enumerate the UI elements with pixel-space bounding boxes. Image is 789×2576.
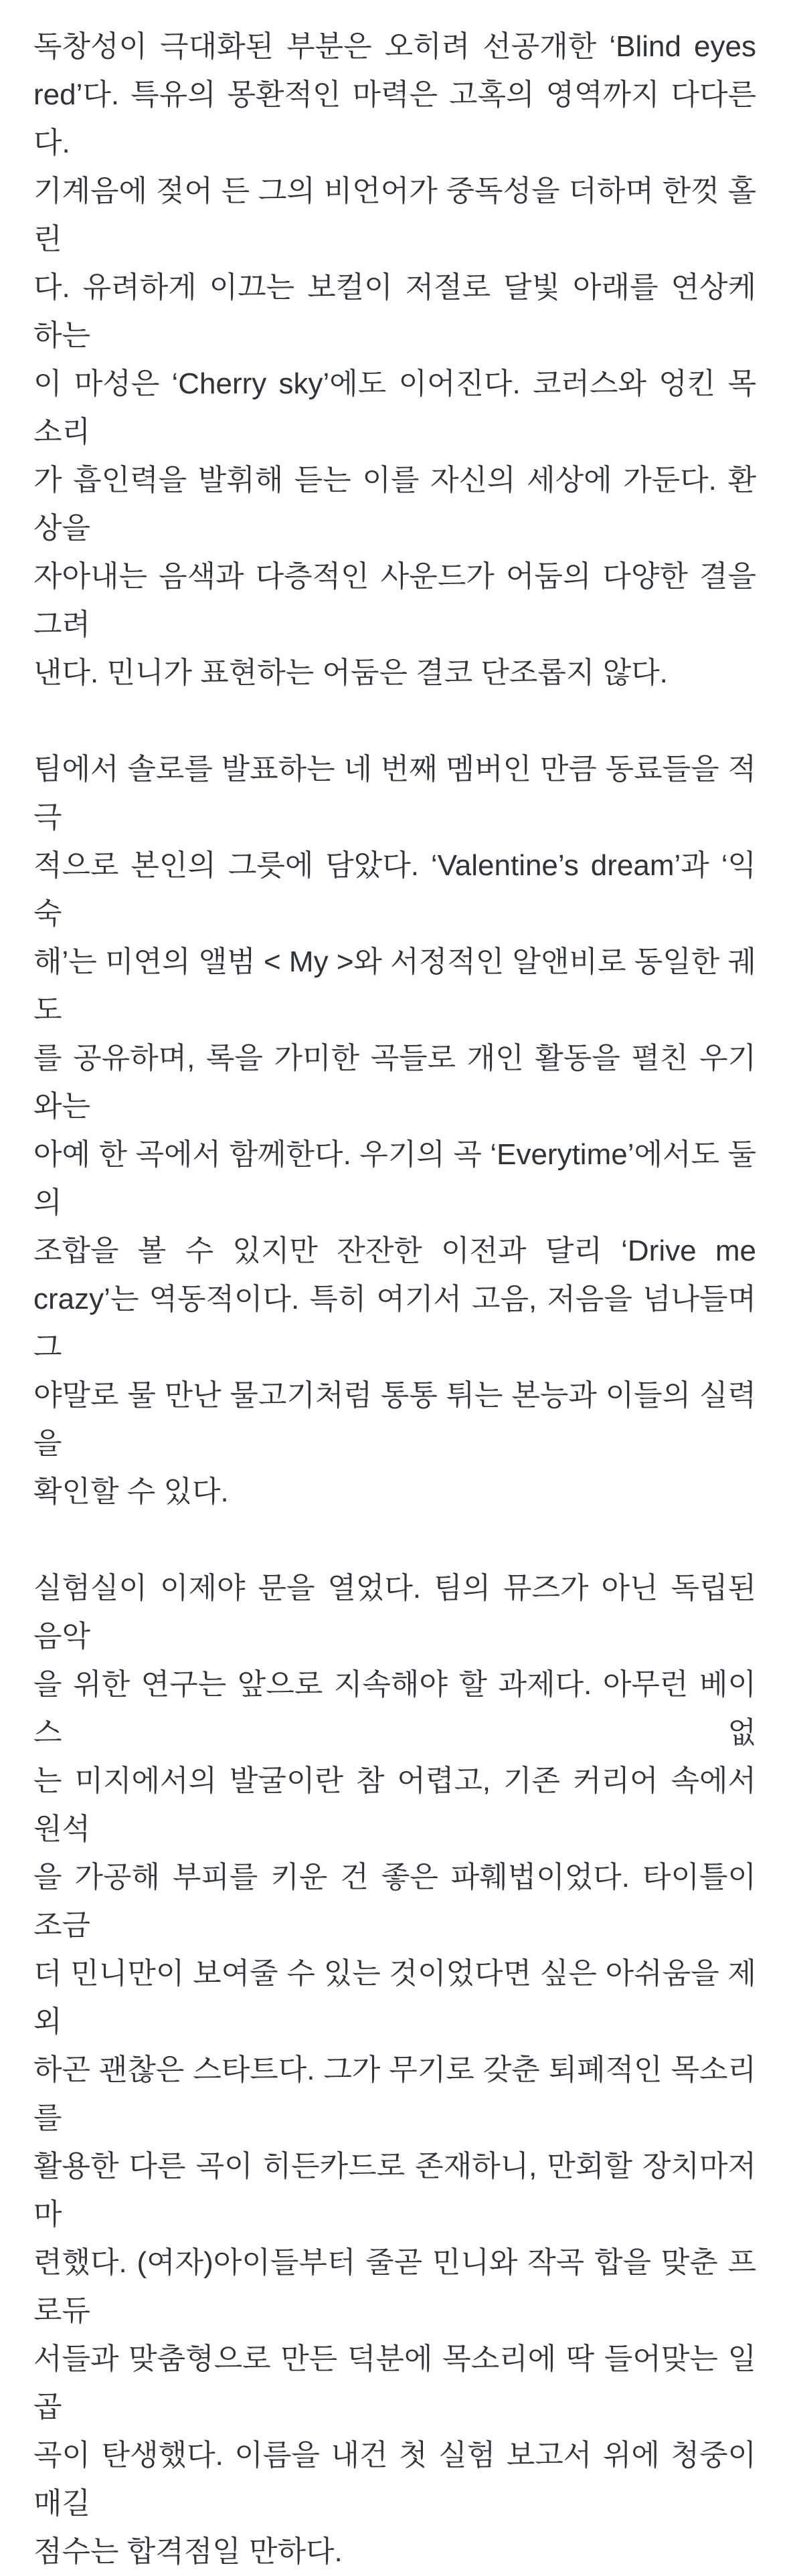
text-line: 점수는 합격점일 만하다. (33, 2535, 343, 2568)
text-line: 는 미지에서의 발굴이란 참 어렵고, 기존 커리어 속에서 원석 (33, 1764, 756, 1845)
text-line: 가 흡인력을 발휘해 듣는 이를 자신의 세상에 가둔다. 환상을 (33, 464, 756, 545)
text-line: 조합을 볼 수 있지만 잔잔한 이전과 달리 ‘Drive me (33, 1234, 756, 1267)
text-line: 기계음에 젖어 든 그의 비언어가 중독성을 더하며 한껏 홀린 (33, 175, 756, 256)
text-line: 활용한 다른 곡이 히든카드로 존재하니, 만회할 장치마저 마 (33, 2150, 756, 2231)
paragraph (33, 1564, 756, 2576)
text-line: 야말로 물 만난 물고기처럼 통통 튀는 본능과 이들의 실력을 (33, 1379, 756, 1460)
text-line: 을 가공해 부피를 키운 건 좋은 파훼법이었다. 타이틀이 조금 (33, 1861, 756, 1942)
text-line: 를 공유하며, 록을 가미한 곡들로 개인 활동을 펼친 우기와는 (33, 1042, 756, 1123)
paragraph (33, 745, 756, 1516)
text-line: 아예 한 곡에서 함께한다. 우기의 곡 ‘Everytime’에서도 둘의 (33, 1138, 756, 1219)
text-line: 적으로 본인의 그릇에 담았다. ‘Valentine’s dream’과 ‘익숙 (33, 849, 756, 930)
text-line: red’다. 특유의 몽환적인 마력은 고혹의 영역까지 다다른다. (33, 78, 756, 159)
text-line: crazy’는 역동적이다. 특히 여기서 고음, 저음을 넘나들며 그 (33, 1283, 756, 1364)
text-line: 련했다. (여자)아이들부터 줄곧 민니와 작곡 합을 맞춘 프로듀 (33, 2246, 756, 2327)
text-line: 더 민니만이 보여줄 수 있는 것이었다면 싶은 아쉬움을 제외 (33, 1957, 756, 2038)
text-line: 을 위한 연구는 앞으로 지속해야 할 과제다. 아무런 베이스 없 (33, 1668, 756, 1749)
text-line: 서들과 맞춤형으로 만든 덕분에 목소리에 딱 들어맞는 일곱 (33, 2342, 756, 2423)
text-line: 확인할 수 있다. (33, 1475, 229, 1508)
text-line: 해’는 미연의 앨범 < My >와 서정적인 알앤비로 동일한 궤도 (33, 945, 756, 1026)
paragraph (33, 23, 756, 697)
text-line: 다. 유려하게 이끄는 보컬이 저절로 달빛 아래를 연상케 하는 (33, 271, 756, 352)
text-line: 이 마성은 ‘Cherry sky’에도 이어진다. 코러스와 엉킨 목소리 (33, 367, 756, 448)
text-line: 자아내는 음색과 다층적인 사운드가 어둠의 다양한 결을 그려 (33, 560, 756, 641)
text-line: 실험실이 이제야 문을 열었다. 팀의 뮤즈가 아닌 독립된 음악 (33, 1572, 756, 1653)
text-line: 독창성이 극대화된 부분은 오히려 선공개한 ‘Blind eyes (33, 30, 756, 63)
text-line: 하곤 괜찮은 스타트다. 그가 무기로 갖춘 퇴폐적인 목소리를 (33, 2053, 756, 2134)
text-line: 곡이 탄생했다. 이름을 내건 첫 실험 보고서 위에 청중이 매길 (33, 2439, 756, 2520)
text-line: 낸다. 민니가 표현하는 어둠은 결코 단조롭지 않다. (33, 656, 668, 689)
text-line: 팀에서 솔로를 발표하는 네 번째 멤버인 만큼 동료들을 적극 (33, 753, 756, 834)
